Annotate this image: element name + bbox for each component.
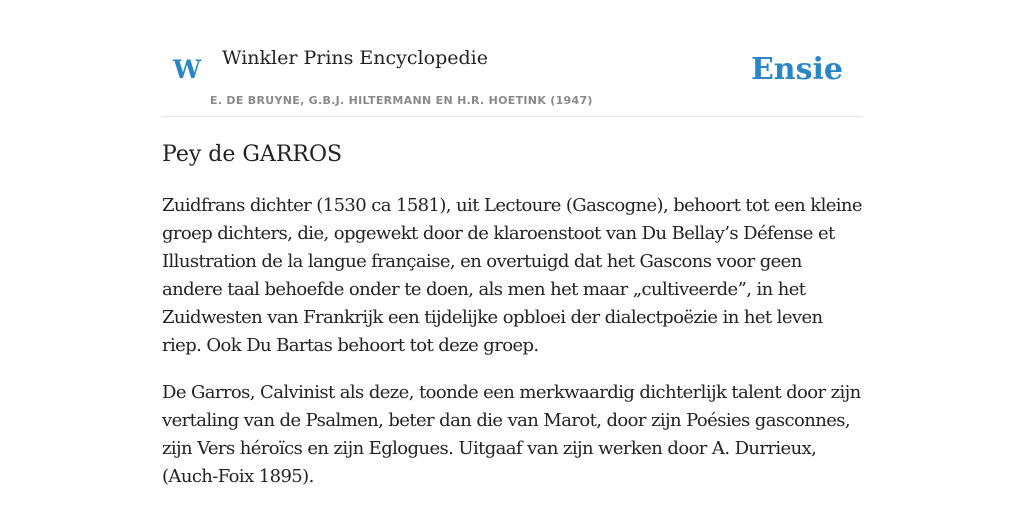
article-paragraph: De Garros, Calvinist als deze, toonde een merkwaardig dichterlijk talent door zijn vertaling van de Psalmen, beter dan die van Marot, door zijn Poésies gasconnes, zijn Vers héroïcs en zijn Eglogues. Uitgaaf van zijn werken door A. Durrieux, (Auch-Foix 1895). bbox=[162, 382, 861, 487]
authors-line: E. DE BRUYNE, G.B.J. HILTERMANN EN H.R. HOETINK (1947) bbox=[210, 94, 593, 107]
encyclopedia-title-link[interactable]: Winkler Prins Encyclopedie bbox=[222, 47, 488, 69]
article-title: Pey de GARROS bbox=[162, 142, 343, 167]
header bbox=[162, 0, 862, 117]
article-body bbox=[162, 192, 862, 510]
encyclopedia-logo-icon[interactable]: W bbox=[173, 55, 202, 84]
ensie-brand-link[interactable]: Ensie bbox=[750, 52, 843, 87]
article-paragraph: Zuidfrans dichter (1530 ca 1581), uit Lectoure (Gascogne), behoort tot een kleine groep dichters, die, opgewekt door de klaroenstoot van Du Bellay’s Défense et Illustration de la langue française, en overtuigd dat het Gascons voor geen andere taal behoefde onder te doen, als men het maar „cultiveerde”, in het Zuidwesten van Frankrijk een tijdelijke opbloei der dialectpoëzie in het leven riep. Ook Du Bartas behoort tot deze groep. bbox=[162, 195, 862, 356]
